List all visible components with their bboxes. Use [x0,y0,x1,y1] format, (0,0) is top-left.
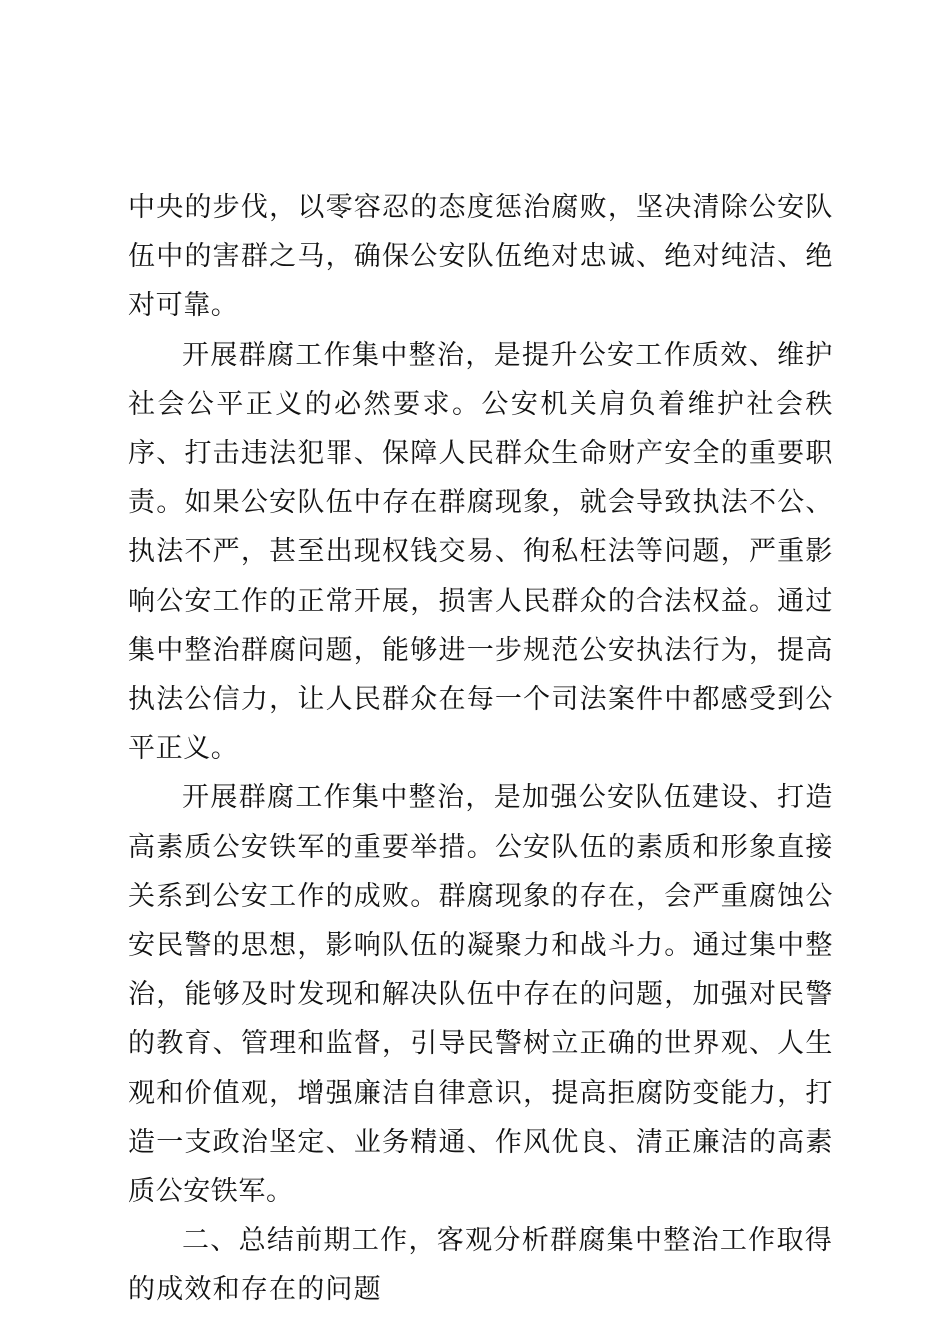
paragraph-continuation: 中央的步伐，以零容忍的态度惩治腐败，坚决清除公安队伍中的害群之马，确保公安队伍绝对忠诚、绝对纯洁、绝对可靠。 [128,192,833,322]
paragraph-team-building: 开展群腐工作集中整治，是加强公安队伍建设、打造高素质公安铁军的重要举措。公安队伍的素质和形象直接关系到公安工作的成败。群腐现象的存在，会严重腐蚀公安民警的思想，影响队伍的凝聚力和战斗力。通过集中整治，能够及时发现和解决队伍中存在的问题，加强对民警的教育、管理和监督，引导民警树立正确的世界观、人生观和价值观，增强廉洁自律意识，提高拒腐防变能力，打造一支政治坚定、业务精通、作风优良、清正廉洁的高素质公安铁军。 [128,782,833,1208]
section-heading-2: 二、总结前期工作，客观分析群腐集中整治工作取得的成效和存在的问题 [128,1225,833,1306]
paragraph-fairness-justice: 开展群腐工作集中整治，是提升公安工作质效、维护社会公平正义的必然要求。公安机关肩负着维护社会秩序、打击违法犯罪、保障人民群众生命财产安全的重要职责。如果公安队伍中存在群腐现象，就会导致执法不公、执法不严，甚至出现权钱交易、徇私枉法等问题，严重影响公安工作的正常开展，损害人民群众的合法权益。通过集中整治群腐问题，能够进一步规范公安执法行为，提高执法公信力，让人民群众在每一个司法案件中都感受到公平正义。 [128,339,833,765]
document-body [128,183,833,1315]
